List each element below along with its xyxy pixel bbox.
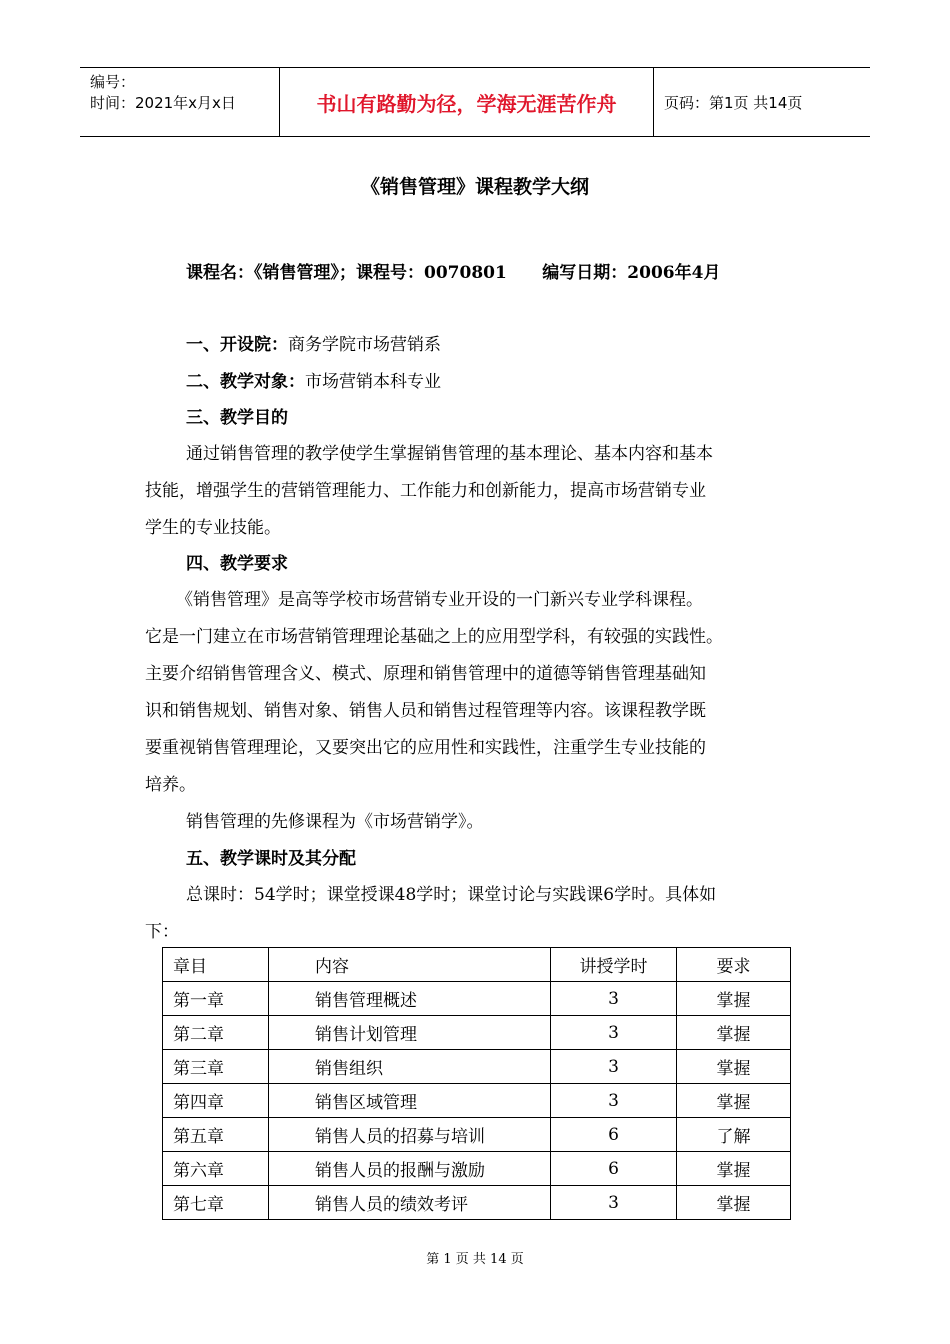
table-cell: 3: [551, 1186, 677, 1220]
table-cell: 第三章: [163, 1050, 269, 1084]
section-1-label: 一、开设院：: [186, 335, 288, 355]
motto: 书山有路勤为径，学海无涯苦作舟: [280, 68, 654, 136]
section-4-paragraph-line: 要重视销售管理理论，又要突出它的应用性和实践性，注重学生专业技能的: [145, 738, 706, 758]
table-cell: 第五章: [163, 1118, 269, 1152]
section-4-paragraph-line: 它是一门建立在市场营销管理理论基础之上的应用型学科，有较强的实践性。: [145, 627, 723, 647]
section-2-label: 二、教学对象：: [186, 372, 305, 392]
table-cell: 销售组织: [269, 1050, 551, 1084]
table-cell: 掌握: [677, 982, 791, 1016]
table-cell: 第四章: [163, 1084, 269, 1118]
table-cell: 销售人员的绩效考评: [269, 1186, 551, 1220]
section-4-heading: 四、教学要求: [186, 554, 288, 574]
table-cell: 掌握: [677, 1084, 791, 1118]
table-row: [163, 1016, 791, 1050]
table-cell: 第二章: [163, 1016, 269, 1050]
section-3-paragraph-line: 通过销售管理的教学使学生掌握销售管理的基本理论、基本内容和基本: [186, 444, 713, 464]
section-4-prerequisite: 销售管理的先修课程为《市场营销学》。: [186, 812, 484, 832]
section-5-paragraph-line: 下：: [145, 922, 179, 942]
table-cell: 第七章: [163, 1186, 269, 1220]
table-cell: 了解: [677, 1118, 791, 1152]
table-cell: 掌握: [677, 1152, 791, 1186]
table-row: [163, 1050, 791, 1084]
table-cell: 掌握: [677, 1016, 791, 1050]
hours-table: [162, 947, 791, 1220]
table-cell: 第六章: [163, 1152, 269, 1186]
table-cell: 3: [551, 1016, 677, 1050]
table-row: [163, 1186, 791, 1220]
table-cell: 销售人员的报酬与激励: [269, 1152, 551, 1186]
table-cell: 3: [551, 1050, 677, 1084]
course-meta: 课程名：《销售管理》；课程号：0070801 编写日期：2006年4月: [186, 263, 721, 283]
section-1: [186, 330, 441, 355]
date-label: 时间：2021年x月x日: [90, 94, 236, 112]
table-cell: 销售管理概述: [269, 982, 551, 1016]
table-row: [163, 1118, 791, 1152]
section-4-paragraph-line: 《销售管理》是高等学校市场营销专业开设的一门新兴专业学科课程。: [176, 590, 703, 610]
table-header-row: [163, 948, 791, 982]
section-2-value: 市场营销本科专业: [305, 372, 441, 392]
table-header-cell: 内容: [269, 948, 551, 982]
section-1-value: 商务学院市场营销系: [288, 335, 441, 355]
header-info: [80, 68, 280, 136]
table-cell: 3: [551, 982, 677, 1016]
table-row: [163, 982, 791, 1016]
table-header-cell: 讲授学时: [551, 948, 677, 982]
table-cell: 6: [551, 1152, 677, 1186]
section-4-paragraph-line: 识和销售规划、销售对象、销售人员和销售过程管理等内容。该课程教学既: [145, 701, 706, 721]
section-2: [186, 367, 441, 392]
table-cell: 6: [551, 1118, 677, 1152]
page-header: [80, 67, 870, 137]
section-3-heading: 三、教学目的: [186, 408, 288, 428]
table-row: [163, 1084, 791, 1118]
table-cell: 销售区域管理: [269, 1084, 551, 1118]
section-3-paragraph-line: 学生的专业技能。: [145, 518, 281, 538]
table-header-cell: 章目: [163, 948, 269, 982]
section-5-paragraph-line: 总课时：54学时；课堂授课48学时；课堂讨论与实践课6学时。具体如: [186, 885, 717, 905]
table-header-cell: 要求: [677, 948, 791, 982]
section-4-paragraph-line: 主要介绍销售管理含义、模式、原理和销售管理中的道德等销售管理基础知: [145, 664, 706, 684]
page-info: 页码：第1页 共14页: [664, 93, 803, 112]
section-3-paragraph-line: 技能，增强学生的营销管理能力、工作能力和创新能力，提高市场营销专业: [145, 481, 706, 501]
document-title: 《销售管理》课程教学大纲: [360, 176, 589, 198]
table-cell: 3: [551, 1084, 677, 1118]
section-4-paragraph-line: 培养。: [145, 775, 196, 795]
page-footer: 第 1 页 共 14 页: [426, 1252, 524, 1267]
table-cell: 第一章: [163, 982, 269, 1016]
table-cell: 掌握: [677, 1186, 791, 1220]
section-5-heading: 五、教学课时及其分配: [186, 849, 356, 869]
table-cell: 销售人员的招募与培训: [269, 1118, 551, 1152]
table-cell: 掌握: [677, 1050, 791, 1084]
table-row: [163, 1152, 791, 1186]
table-cell: 销售计划管理: [269, 1016, 551, 1050]
serial-label: 编号：: [90, 73, 136, 91]
